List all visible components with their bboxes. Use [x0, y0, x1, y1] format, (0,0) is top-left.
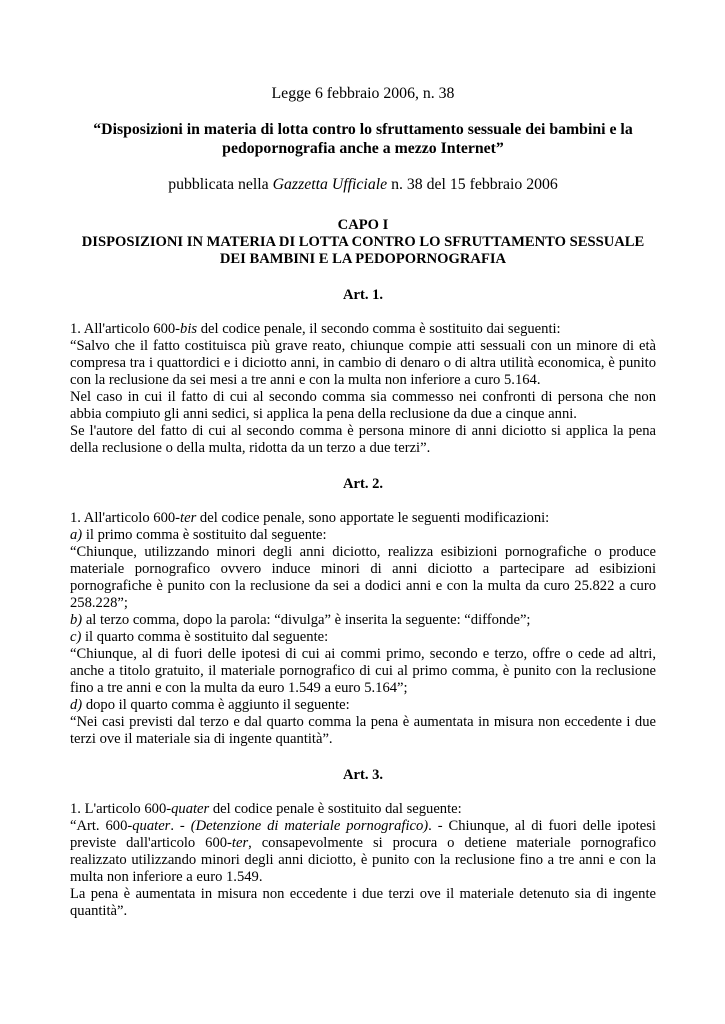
- article-1-paragraph: Nel caso in cui il fatto di cui al secondo comma sia commesso nei confronti di persona che non abbia compiuto gli anni sedici, si applica la pena della reclusione da due a cinque anni.: [70, 389, 656, 422]
- article-1-intro: 1. All'articolo 600-bis del codice penale, il secondo comma è sostituito dai seguenti:: [70, 321, 561, 337]
- article-1-body: [70, 321, 656, 457]
- publication-line: [70, 175, 656, 194]
- article-2-quote-d: “Nei casi previsti dal terzo e dal quarto comma la pena è aumentata in misura non eccedente i due terzi ove il materiale sia di ingente quantità”.: [70, 714, 656, 747]
- article-2-intro: 1. All'articolo 600-ter del codice penale, sono apportate le seguenti modificazioni:: [70, 510, 550, 526]
- capo-label: CAPO I: [337, 217, 389, 233]
- article-3-intro: 1. L'articolo 600-quater del codice penale è sostituito dal seguente:: [70, 801, 462, 817]
- article-3-paragraph: La pena è aumentata in misura non eccedente i due terzi ove il materiale detenuto sia di ingente quantità”.: [70, 886, 656, 919]
- article-3-title: Art. 3.: [342, 767, 384, 783]
- law-title: Legge 6 febbraio 2006, n. 38: [271, 85, 455, 102]
- article-2-body: [70, 510, 656, 748]
- article-2-quote-c: “Chiunque, al di fuori delle ipotesi di cui ai commi primo, secondo e terzo, offre o cede ad altri, anche a titolo gratuito, il materiale pornografico di cui al primo comma, è punito con la reclusione fino a tre anni e con la multa da euro 1.549 a euro 5.164”;: [70, 646, 656, 696]
- article-2-item-a: a) il primo comma è sostituito dal seguente:: [70, 527, 327, 543]
- publication-gazette: Gazzetta Ufficiale: [272, 176, 388, 193]
- article-2-item-d: d) dopo il quarto comma è aggiunto il seguente:: [70, 697, 350, 713]
- article-2-item-c: c) il quarto comma è sostituito dal seguente:: [70, 629, 329, 645]
- article-2-quote-a: “Chiunque, utilizzando minori degli anni diciotto, realizza esibizioni pornografiche o produce materiale pornografico ovvero induce minori di anni diciotto a partecipare ad esibizioni pornografiche è punito con la reclusione da sei a dodici anni e con la multa da curo 25.822 a curo 258.228”;: [70, 544, 656, 611]
- article-3-body: [70, 801, 656, 920]
- article-2-title: Art. 2.: [342, 476, 384, 492]
- article-1-title: Art. 1.: [342, 287, 384, 303]
- document-page: [70, 84, 656, 920]
- law-subtitle: “Disposizioni in materia di lotta contro lo sfruttamento sessuale dei bambini e la pedopornografia anche a mezzo Internet”: [93, 121, 633, 157]
- capo-heading: DISPOSIZIONI IN MATERIA DI LOTTA CONTRO LO SFRUTTAMENTO SESSUALE DEI BAMBINI E LA PEDOPORNOGRAFIA: [81, 234, 645, 267]
- article-1-paragraph: “Salvo che il fatto costituisca più grave reato, chiunque compie atti sessuali con un minore di età compresa tra i quattordici e i diciotto anni, in cambio di denaro o di altra utilità economica, è punito con la reclusione da sei mesi a tre anni e con la multa non inferiore a curo 5.164.: [70, 338, 656, 388]
- article-3-quote: “Art. 600-quater. - (Detenzione di materiale pornografico). - Chiunque, al di fuori delle ipotesi previste dall'articolo 600-ter, consapevolmente si procura o detiene materiale pornografico realizzato utilizzando minori degli anni diciotto, è punito con la reclusione fino a tre anni e con la multa non inferiore a euro 1.549.: [70, 818, 656, 885]
- publication-prefix: pubblicata nella: [168, 176, 273, 193]
- article-1-paragraph: Se l'autore del fatto di cui al secondo comma è persona minore di anni diciotto si applica la pena della reclusione o della multa, ridotta da un terzo a due terzi”.: [70, 423, 656, 456]
- article-2-item-b: b) al terzo comma, dopo la parola: “divulga” è inserita la seguente: “diffonde”;: [70, 612, 531, 628]
- publication-suffix: n. 38 del 15 febbraio 2006: [387, 176, 558, 193]
